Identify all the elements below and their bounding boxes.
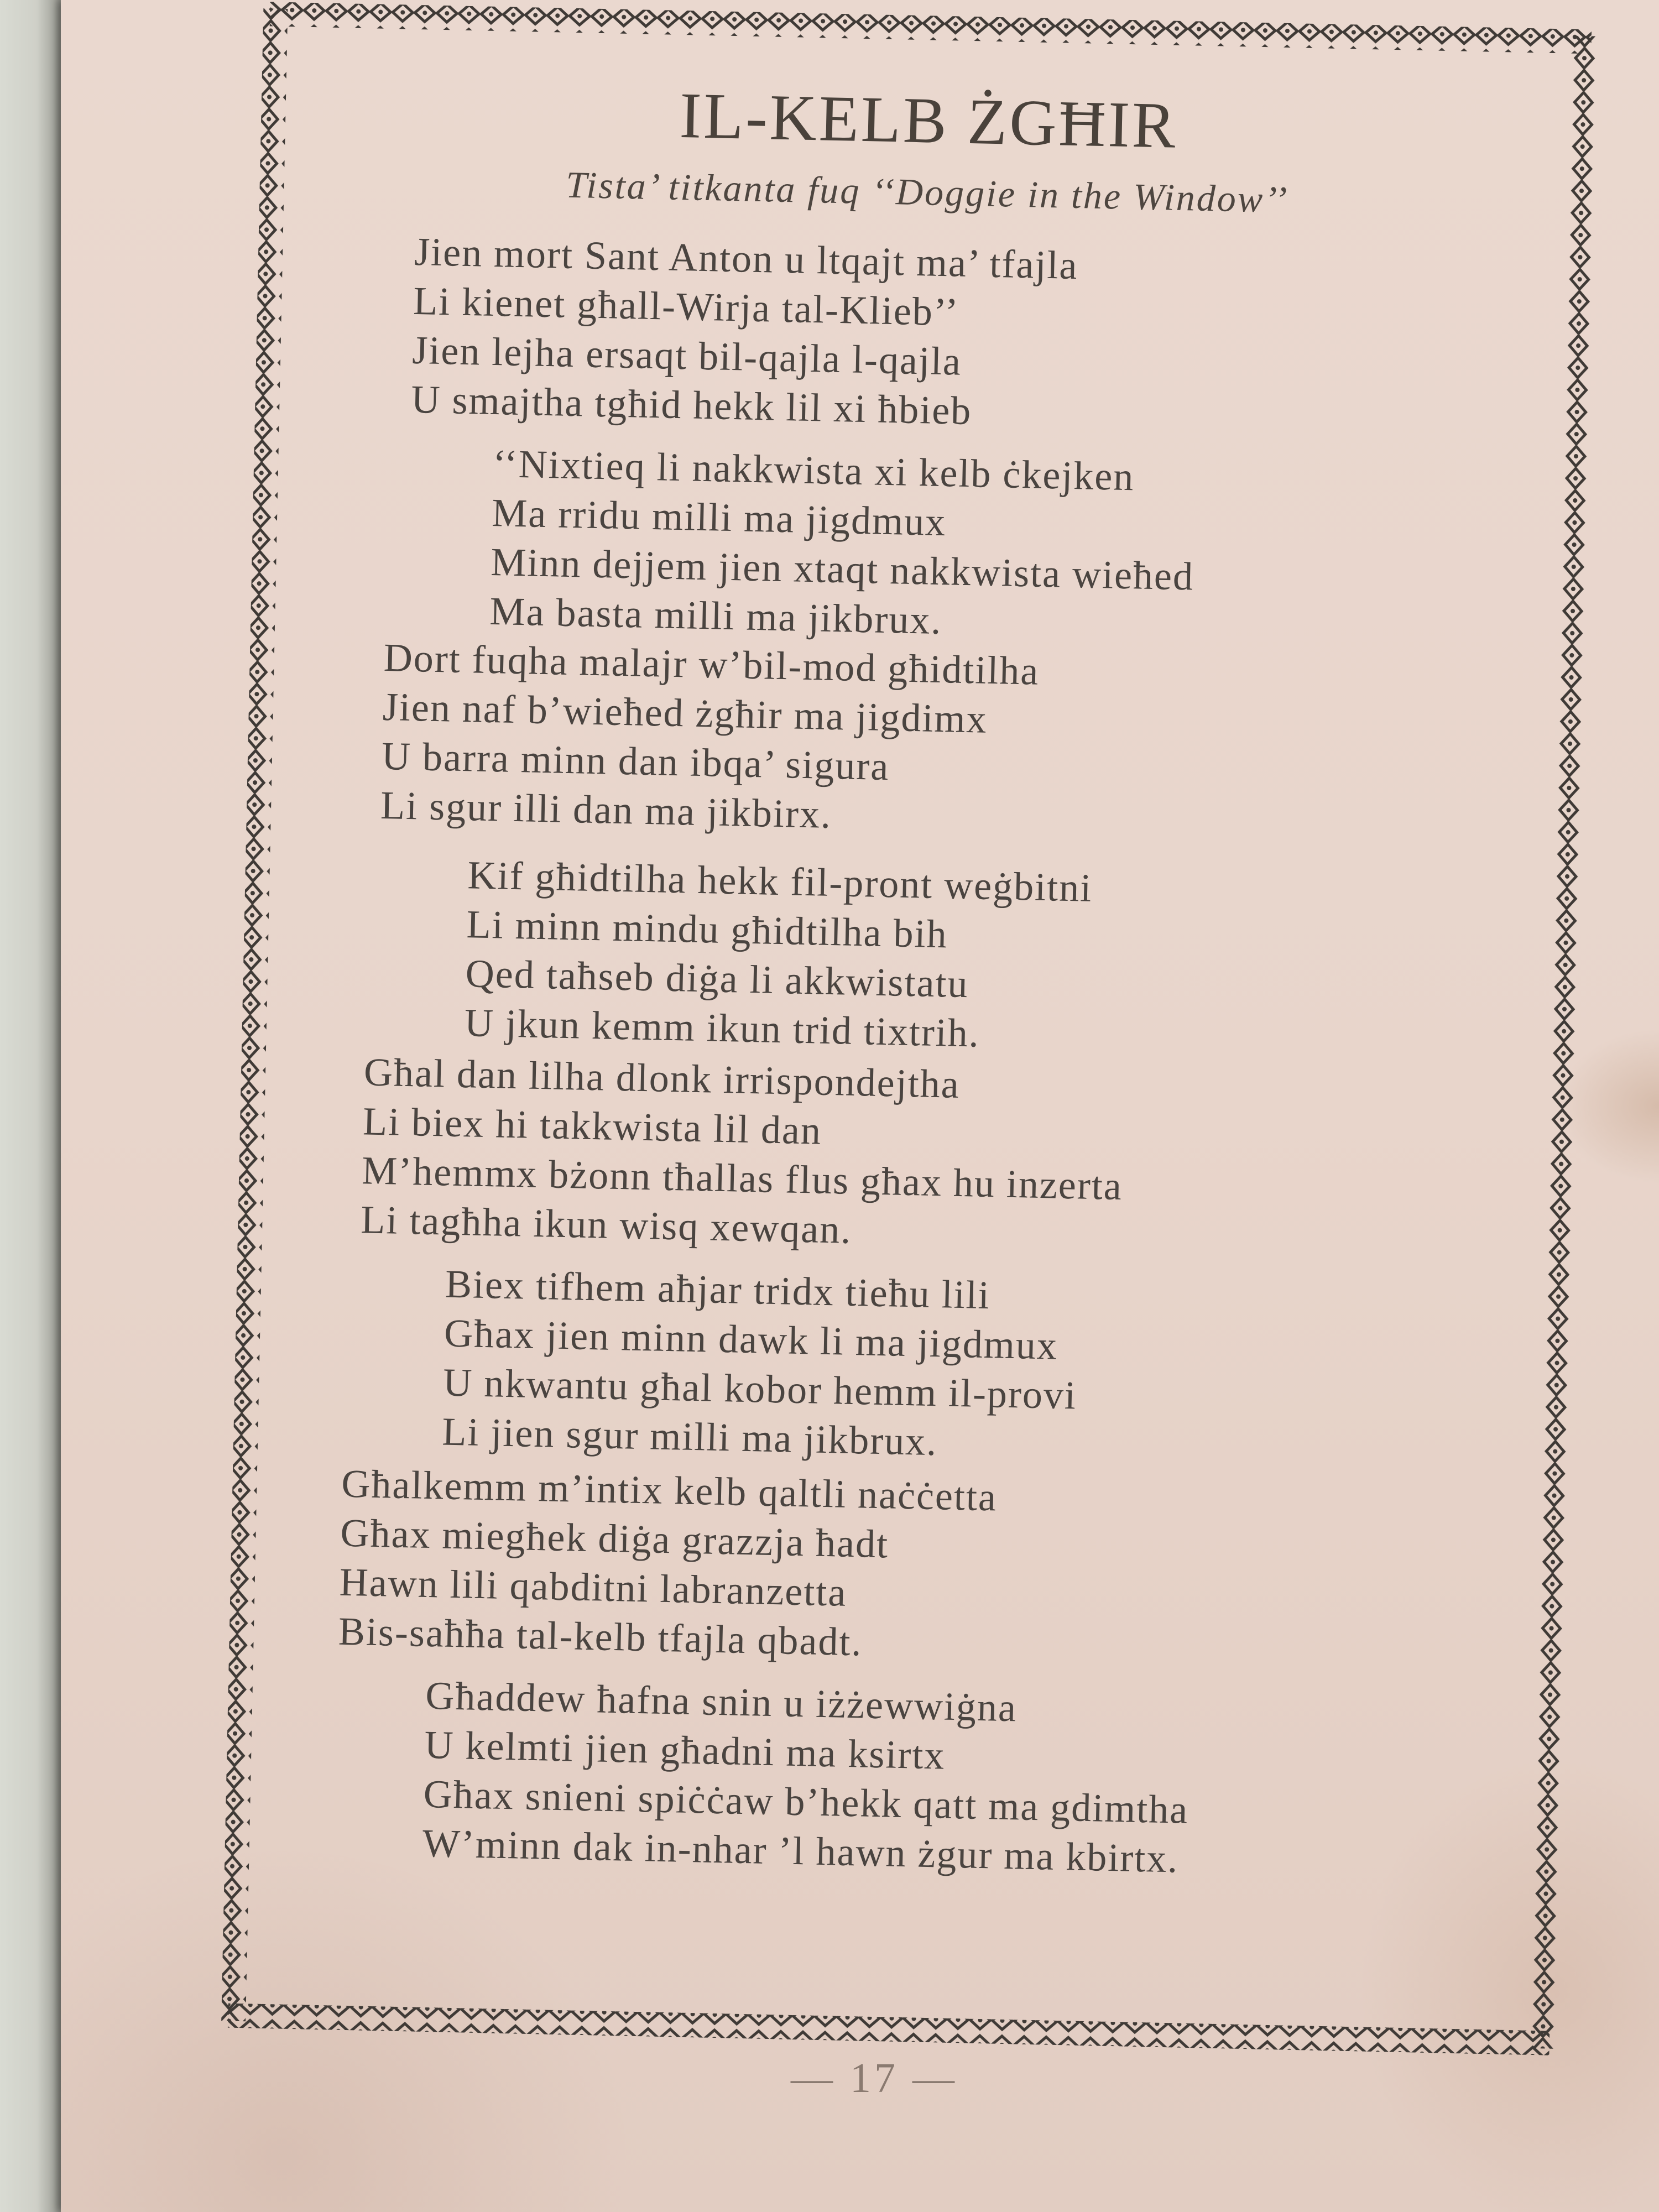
stanza-2 — [489, 439, 1197, 651]
book-page — [61, 0, 1659, 2212]
verse-line: Għaddew ħafna snin u iżżewwiġna — [425, 1673, 1018, 1730]
verse-line: Biex tifhem aħjar tridx tieħu lili — [445, 1261, 991, 1318]
verse-line: Għax miegħek diġa grazzja ħadt — [340, 1510, 889, 1567]
stanza-1 — [411, 227, 1079, 438]
verse-line: U jkun kemm ikun trid tixtrih. — [464, 1000, 980, 1056]
verse-line: U barra minn dan ibqa’ sigura — [381, 733, 890, 789]
verse-line: Għax jien minn dawk li ma jigdmux — [444, 1311, 1058, 1368]
verse-line: Għal dan lilha dlonk irrispondejtha — [363, 1050, 961, 1107]
poem-content — [279, 59, 1541, 1998]
verse-line: Ma basta milli ma jikbrux. — [489, 588, 943, 643]
verse-line: Qed taħseb diġa li akkwistatu — [465, 951, 969, 1006]
stanza-5 — [361, 1047, 1125, 1260]
poem-subtitle: Tista’ titkanta fuq ‘‘Doggie in the Window’’ — [565, 163, 1289, 221]
verse-line: Għax snieni spiċċaw b’hekk qatt ma gdimtha — [422, 1771, 1190, 1832]
verse-line: Li minn mindu għidtilha bih — [466, 902, 948, 957]
verse-line: Hawn lili qabditni labranzetta — [338, 1559, 848, 1615]
verse-line: Ma rridu milli ma jigdmux — [491, 490, 947, 545]
verse-line: U nkwantu għal kobor hemm il-provi — [442, 1360, 1077, 1418]
verse-line: Dort fuqha malajr w’bil-mod għidtilha — [383, 635, 1040, 693]
stanza-4 — [464, 851, 1093, 1061]
verse-line: M’hemmx bżonn tħallas flus għax hu inzerta — [361, 1148, 1123, 1209]
stanza-6 — [442, 1260, 1079, 1470]
verse-line: Li biex hi takkwista lil dan — [362, 1099, 822, 1153]
verse-line: W’minn dak in-nhar ’l hawn żgur ma kbirtx. — [422, 1820, 1180, 1881]
verse-line: ‘‘Nixtieq li nakkwista xi kelb ċkejken — [492, 441, 1135, 499]
stanza-8 — [422, 1671, 1191, 1884]
stanza-3 — [380, 633, 1040, 844]
verse-line: Bis-saħħa tal-kelb tfajla qbadt. — [338, 1609, 863, 1665]
verse-line: Għalkemm m’intix kelb qaltli naċċetta — [341, 1461, 998, 1520]
verse-line: Kif għidtilha hekk fil-pront weġbitni — [467, 853, 1093, 910]
ornamental-frame — [217, 0, 1603, 2060]
verse-line: Minn dejjem jien xtaqt nakkwista wieħed — [490, 539, 1194, 599]
verse-line: Jien naf b’wieħed żgħir ma jigdimx — [382, 684, 988, 742]
verse-line: U smajtha tgħid hekk lil xi ħbieb — [410, 377, 973, 434]
stanza-7 — [338, 1459, 998, 1670]
verse-line: Li sgur illi dan ma jikbirx. — [380, 782, 832, 837]
verse-line: Li jien sgur milli ma jikbrux. — [441, 1409, 938, 1464]
poem-title: IL-KELB ŻGĦIR — [679, 79, 1179, 162]
verse-line: Li tagħha ikun wisq xewqan. — [360, 1197, 853, 1252]
verse-line: U kelmti jien għadni ma ksirtx — [424, 1722, 946, 1778]
verse-line: Jien lejha ersaqt bil-qajla l-qajla — [411, 327, 962, 384]
verse-line: Jien mort Sant Anton u ltqajt ma’ tfajla — [414, 229, 1079, 288]
page-number: — 17 — — [791, 2055, 958, 2101]
verse-line: Li kienet għall-Wirja tal-Klieb’’ — [413, 278, 960, 335]
